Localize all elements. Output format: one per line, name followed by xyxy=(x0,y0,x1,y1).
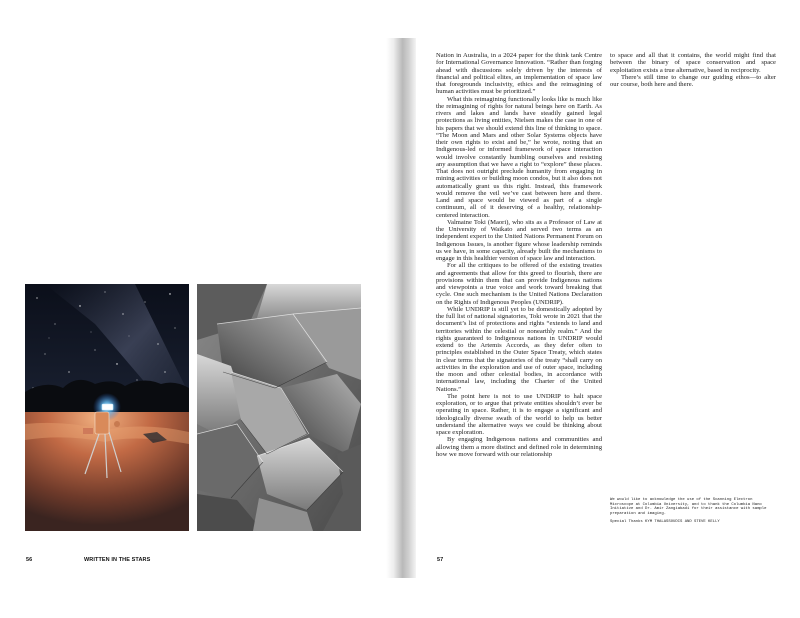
acknowledgement-note xyxy=(610,498,776,525)
spine-gutter-shadow xyxy=(386,38,416,578)
article-column-1 xyxy=(436,52,602,458)
acknowledgement-text: We would like to acknowledge the use of the Scanning Electron Microscope at Columbia University, and to thank the Columbia Nano Initiative and Dr. Amir Zangiabadi for their assistance with sample preparation and imaging. xyxy=(610,498,767,516)
paragraph: By engaging Indigenous nations and communities and allowing them a more distinct and defined role in determining how we move forward with our relationship xyxy=(436,436,602,458)
night-sky-telescope-illustration xyxy=(25,284,189,531)
article-column-2 xyxy=(610,52,776,88)
paragraph: The point here is not to use UNDRIP to halt space exploration, or to argue that private entities shouldn’t ever be operating in space. Rather, it is to engage a significant and ideologically diverse swath of the world to help us better understand the alternative ways we could be thinking about space exploration. xyxy=(436,392,602,436)
page-number-right: 57 xyxy=(437,557,444,563)
crystal-texture-illustration xyxy=(197,284,361,531)
running-head: WRITTEN IN THE STARS xyxy=(84,557,151,563)
paragraph: What this reimagining functionally looks like is much like the reimagining of rights for natural beings here on Earth. As rivers and lakes and lands have steadily gained legal protections as living entities, Nielsen makes the case in one of his papers that we should extend this line of thinking to space. “The Moon and Mars and other Solar Systems objects have their own rights to exist and be,” he wrote, noting that an Indigenous-led or informed framework of space interaction would involve constantly humbling ourselves and resisting any assumption that we have a right to “explore” these places. That does not outright preclude humanity from engaging in mining activities or building moon condos, but it also does not automatically grant us this right. Instead, this framework would remove the veil we’ve cast between here and there. Land and space would be viewed as part of a single continuum, all of it deserving of a healthy, relationship-centered interaction. xyxy=(436,95,602,219)
paragraph: There’s still time to change our guiding ethos—to alter our course, both here and there. xyxy=(610,73,776,88)
night-sky-telescope-photo xyxy=(25,284,189,531)
scanning-electron-micrograph xyxy=(197,284,361,531)
page-number-left: 56 xyxy=(26,557,33,563)
special-thanks: Special Thanks KYM THALASSOUDIS AND STEVE KELLY xyxy=(610,520,720,525)
paragraph: to space and all that it contains, the world might find that between the binary of space conservation and space exploitation exists a true alternative, based in reciprocity. xyxy=(610,52,776,74)
paragraph: Nation in Australia, in a 2024 paper for the think tank Centre for International Governance Innovation. “Rather than forging ahead with discussions solely driven by the interests of financial and political elites, an implementation of space law that foregrounds inclusivity, ethics and the reimagining of human activities must be prioritized.” xyxy=(436,52,602,96)
paragraph: While UNDRIP is still yet to be domestically adopted by the full list of national signatories, Toki wrote in 2021 that the document’s list of protections and rights “extends to land and territories within the celestial or nonearthly realm.” And the rights guaranteed to Indigenous nations in UNDRIP would extend to the Artemis Accords, as they defer often to principles established in the Outer Space Treaty, which states in clear terms that the signatories of the treaty “shall carry on activities in the exploration and use of outer space, including the moon and other celestial bodies, in accordance with international law, including the Charter of the United Nations.” xyxy=(436,305,602,393)
paragraph: For all the critiques to be offered of the existing treaties and agreements that allow for this greed to flourish, there are provisions within them that can provide Indigenous nations and viewpoints a true voice and work toward breaking that cycle. One such mechanism is the United Nations Declaration on the Rights of Indigenous Peoples (UNDRIP). xyxy=(436,262,602,306)
paragraph: Valmaine Toki (Maori), who sits as a Professor of Law at the University of Waikato and served two terms as an independent expert to the United Nations Permanent Forum on Indigenous Issues, is another figure whose leadership reminds us we have, in some capacity, already built the mechanisms to engage in this healthier version of space law and interaction. xyxy=(436,218,602,262)
